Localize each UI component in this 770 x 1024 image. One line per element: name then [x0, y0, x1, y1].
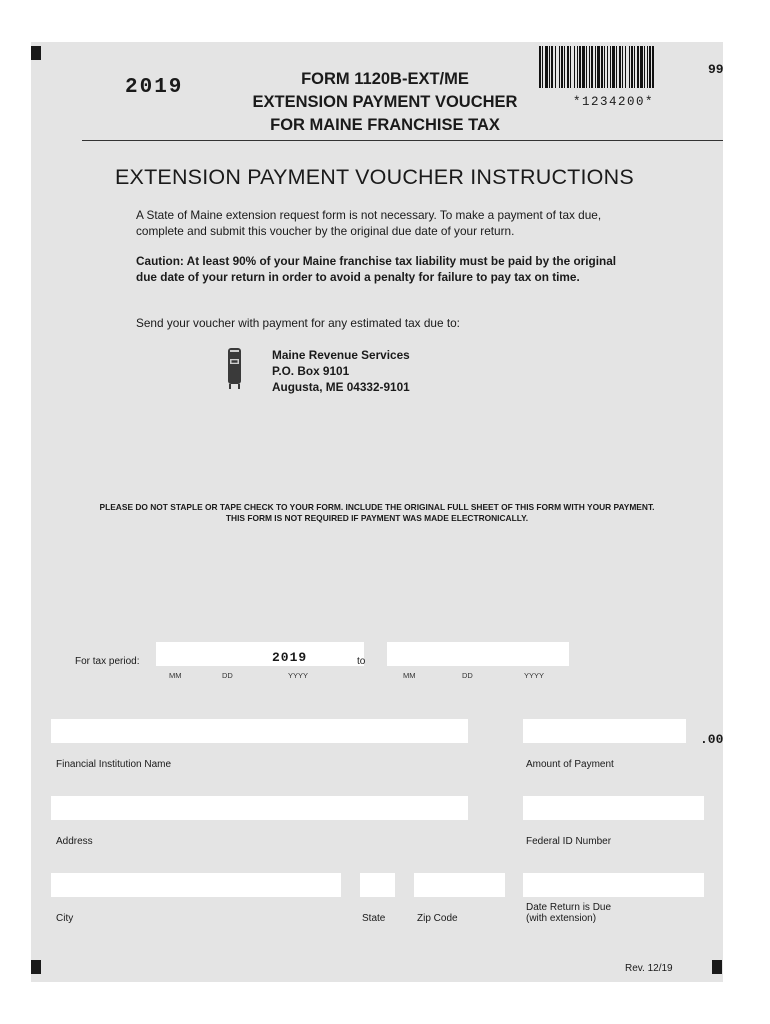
end-dd-label: DD — [462, 671, 473, 680]
address-field[interactable] — [51, 796, 468, 820]
form-year: 2019 — [125, 76, 184, 99]
caution-paragraph — [136, 253, 616, 285]
federal-id-field[interactable] — [523, 796, 704, 820]
send-instruction: Send your voucher with payment for any estimated tax due to: — [136, 316, 460, 330]
start-mm-label: MM — [169, 671, 182, 680]
voucher-page — [31, 42, 723, 982]
address-city-line: Augusta, ME 04332-9101 — [272, 380, 410, 394]
caution-line-1: Caution: At least 90% of your Maine franchise tax liability must be paid by the original — [136, 254, 617, 268]
notice-line-1: PLEASE DO NOT STAPLE OR TAPE CHECK TO YOUR FORM. INCLUDE THE ORIGINAL FULL SHEET OF THIS FORM WITH YOUR PAYMENT. — [99, 502, 655, 512]
date-due-line-1: Date Return is Due — [526, 902, 612, 913]
form-code: 99 — [708, 62, 724, 77]
form-title-line-1: FORM 1120B-EXT/ME — [301, 70, 469, 88]
form-title-line-3: FOR MAINE FRANCHISE TAX — [270, 116, 500, 134]
tax-period-to-label: to — [357, 656, 366, 667]
revision-label: Rev. 12/19 — [625, 963, 673, 974]
amount-of-payment-label: Amount of Payment — [526, 759, 614, 770]
amount-cents-suffix: .00 — [700, 732, 724, 747]
barcode-bar — [652, 46, 654, 88]
start-dd-label: DD — [222, 671, 233, 680]
notice-line-2: THIS FORM IS NOT REQUIRED IF PAYMENT WAS MADE ELECTRONICALLY. — [225, 512, 529, 523]
mailbox-icon — [227, 347, 243, 389]
city-field[interactable] — [51, 873, 341, 897]
barcode-text: *1234200* — [573, 95, 655, 109]
zip-code-label: Zip Code — [417, 913, 458, 924]
end-mm-label: MM — [403, 671, 416, 680]
tax-period-start-year: 2019 — [272, 650, 308, 665]
barcode — [539, 46, 654, 88]
form-title-line-2: EXTENSION PAYMENT VOUCHER — [252, 93, 518, 111]
end-yyyy-label: YYYY — [524, 671, 545, 680]
financial-institution-label: Financial Institution Name — [56, 759, 172, 770]
city-label: City — [56, 913, 74, 924]
header-rule — [82, 140, 723, 141]
date-return-due-field[interactable] — [523, 873, 704, 897]
intro-line-2: complete and submit this voucher by the original due date of your return. — [136, 224, 515, 238]
date-due-line-2: (with extension) — [526, 913, 597, 924]
state-field[interactable] — [360, 873, 395, 897]
registration-mark-bottom-right — [712, 960, 722, 974]
tax-period-start-field[interactable] — [156, 642, 364, 666]
federal-id-label: Federal ID Number — [526, 836, 612, 847]
intro-paragraph — [136, 207, 601, 239]
state-label: State — [362, 913, 386, 924]
start-yyyy-label: YYYY — [288, 671, 309, 680]
registration-mark-bottom-left — [31, 960, 41, 974]
address-label: Address — [56, 836, 93, 847]
caution-line-2: due date of your return in order to avoid a penalty for failure to pay tax on time. — [136, 270, 580, 284]
intro-line-1: A State of Maine extension request form is not necessary. To make a payment of tax due, — [136, 208, 602, 222]
amount-of-payment-field[interactable] — [523, 719, 686, 743]
financial-institution-field[interactable] — [51, 719, 468, 743]
form-title — [225, 68, 545, 137]
tax-period-end-field[interactable] — [387, 642, 569, 666]
registration-mark-top-left — [31, 46, 41, 60]
staple-notice — [31, 502, 723, 523]
mailing-address — [272, 347, 410, 395]
address-name: Maine Revenue Services — [272, 348, 410, 362]
date-return-due-label — [526, 902, 611, 924]
tax-period-label: For tax period: — [75, 656, 140, 667]
instructions-heading: EXTENSION PAYMENT VOUCHER INSTRUCTIONS — [115, 165, 634, 189]
zip-code-field[interactable] — [414, 873, 505, 897]
address-po-box: P.O. Box 9101 — [272, 364, 350, 378]
